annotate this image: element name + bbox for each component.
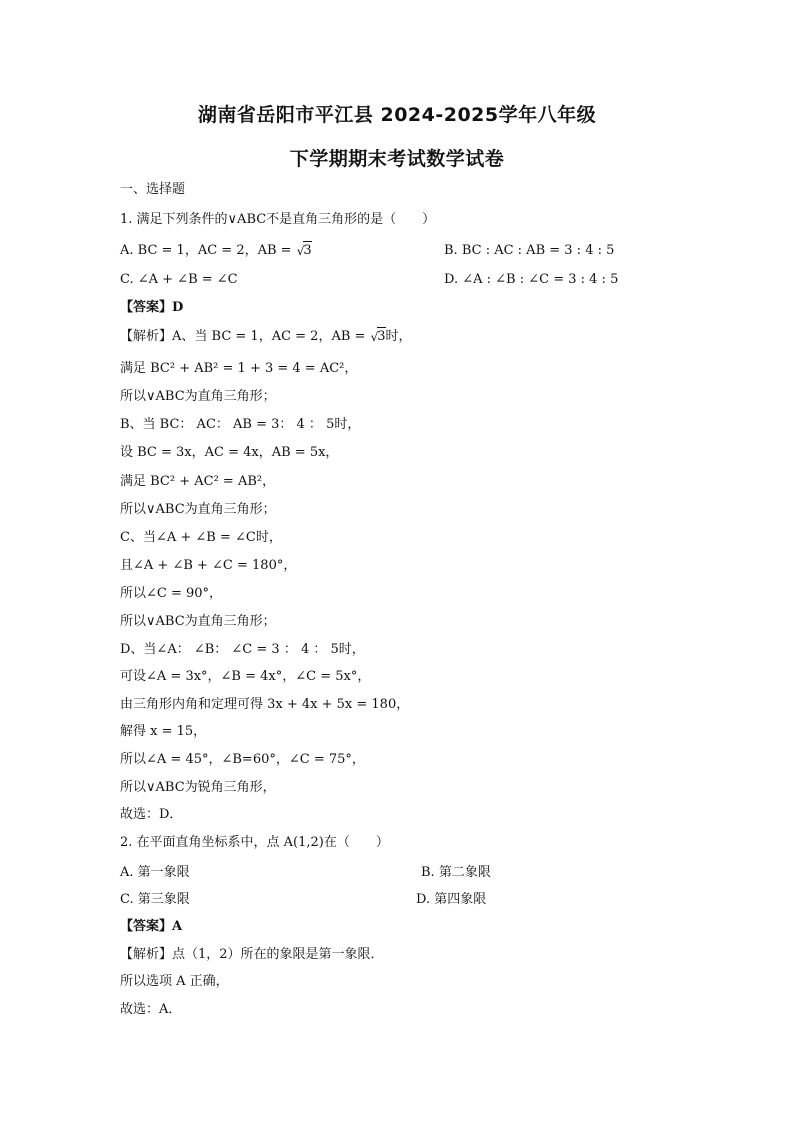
- q1-analysis-suffix: 时，: [385, 329, 412, 344]
- q1-analysis-line: 由三角形内角和定理可得 3x + 4x + 5x = 180，: [120, 697, 410, 712]
- q1-analysis-line: C、当∠A + ∠B = ∠C时，: [120, 530, 282, 545]
- q2-option-c: C. 第三象限: [120, 892, 190, 907]
- q2-stem: 2. 在平面直角坐标系中，点 A(1,2)在（ ）: [120, 835, 389, 850]
- q1-analysis-line: 所以∨ABC为直角三角形；: [120, 502, 276, 517]
- q1-analysis: [120, 330, 412, 343]
- q1-analysis-line: 所以∨ABC为直角三角形；: [120, 389, 276, 404]
- q1-analysis-line: 故选：D．: [120, 807, 183, 822]
- q2-analysis-line: 所以选项 A 正确，: [120, 974, 229, 989]
- q2-option-a: A. 第一象限: [120, 865, 190, 880]
- q1-analysis-radicand: 3: [377, 329, 386, 344]
- q1-stem: 1. 满足下列条件的∨ABC不是直角三角形的是（ ）: [120, 212, 436, 227]
- section-heading: 一、选择题: [120, 182, 186, 197]
- q1-option-b: B. BC : AC : AB = 3 : 4 : 5: [444, 243, 615, 258]
- document-title-line2: 下学期期末考试数学试卷: [289, 148, 505, 170]
- q1-option-c: C. ∠A + ∠B = ∠C: [120, 272, 238, 287]
- q2-answer: 【答案】A: [120, 919, 183, 934]
- q1-analysis-line: B、当 BC： AC： AB = 3： 4 ： 5时，: [120, 417, 361, 432]
- q2-analysis-line: 故选：A．: [120, 1002, 182, 1017]
- q1-analysis-line: 所以∨ABC为锐角三角形，: [120, 780, 276, 795]
- document-title-line1: 湖南省岳阳市平江县 2024-2025学年八年级: [197, 104, 597, 126]
- q2-option-d: D. 第四象限: [416, 892, 487, 907]
- q1-analysis-line: 所以∠C = 90°，: [120, 586, 223, 601]
- q1-option-a-text: A. BC = 1，AC = 2，AB =: [120, 243, 296, 258]
- q1-analysis-line: 解得 x = 15，: [120, 724, 207, 739]
- q1-analysis-line: 且∠A + ∠B + ∠C = 180°，: [120, 558, 297, 573]
- q1-analysis-text: 【解析】A、当 BC = 1，AC = 2，AB =: [120, 329, 370, 344]
- q1-analysis-line: 所以∠A = 45°，∠B=60°，∠C = 75°，: [120, 752, 365, 767]
- sqrt-symbol: √: [370, 330, 379, 344]
- sqrt-symbol: √: [296, 244, 305, 258]
- q1-analysis-line: 所以∨ABC为直角三角形；: [120, 614, 276, 629]
- q1-option-a-radicand: 3: [303, 243, 312, 258]
- q1-option-d: D. ∠A : ∠B : ∠C = 3 : 4 : 5: [444, 272, 619, 287]
- q2-analysis: 【解析】点（1，2）所在的象限是第一象限．: [120, 947, 384, 962]
- q1-answer: 【答案】D: [120, 300, 184, 315]
- q1-analysis-line: D、当∠A： ∠B： ∠C = 3 ： 4 ： 5时，: [120, 642, 365, 657]
- q1-analysis-line: 满足 BC² + AB² = 1 + 3 = 4 = AC²，: [120, 361, 358, 376]
- q1-analysis-line: 满足 BC² + AC² = AB²，: [120, 474, 276, 489]
- q1-analysis-line: 设 BC = 3x，AC = 4x，AB = 5x，: [120, 445, 339, 460]
- q1-analysis-line: 可设∠A = 3x°，∠B = 4x°，∠C = 5x°，: [120, 669, 371, 684]
- q1-option-a: [120, 244, 312, 257]
- q2-option-b: B. 第二象限: [421, 865, 491, 880]
